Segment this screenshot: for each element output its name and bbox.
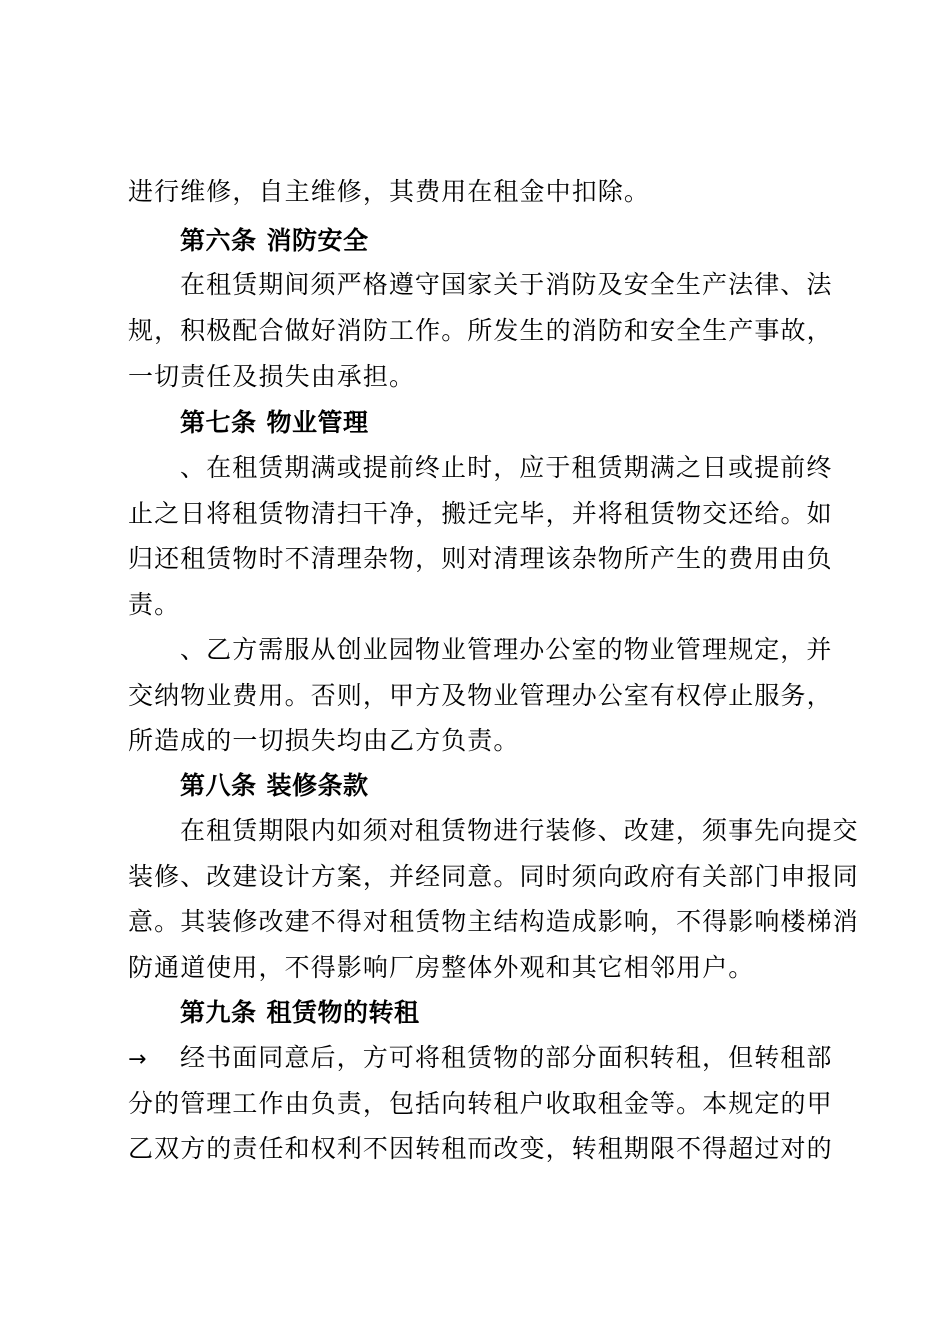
- article-9-line: 乙双方的责任和权利不因转租而改变，转租期限不得超过对的: [128, 1134, 833, 1163]
- arrow-icon: →: [128, 1047, 148, 1072]
- article-9-title: 租赁物的转租: [266, 998, 420, 1027]
- intro-line: 进行维修，自主维修，其费用在租金中扣除。: [128, 177, 651, 206]
- article-9-first-line-text: 经书面同意后，方可将租赁物的部分面积转租，但转租部: [180, 1043, 833, 1072]
- article-7-p1-line: 止之日将租赁物清扫干净，搬迁完毕，并将租赁物交还给。如: [128, 499, 833, 528]
- article-9-number: 第九条: [180, 998, 257, 1027]
- article-7-p2-line: 、乙方需服从创业园物业管理办公室的物业管理规定，并: [180, 635, 833, 664]
- article-6-heading: [180, 225, 880, 257]
- article-9-line: 分的管理工作由负责，包括向转租户收取租金等。本规定的甲: [128, 1089, 833, 1118]
- article-8-heading: [180, 770, 880, 802]
- article-8-line: 防通道使用，不得影响厂房整体外观和其它相邻用户。: [128, 953, 755, 982]
- article-6-title: 消防安全: [266, 226, 369, 255]
- article-7-p1-line: 责。: [128, 590, 181, 619]
- article-7-p1-line: 归还租赁物时不清理杂物，则对清理该杂物所产生的费用由负: [128, 544, 833, 573]
- article-6-line: 一切责任及损失由承担。: [128, 362, 416, 391]
- article-6-line: 规，积极配合做好消防工作。所发生的消防和安全生产事故，: [128, 316, 833, 345]
- article-8-title: 装修条款: [266, 771, 369, 800]
- article-7-p2-line: 所造成的一切损失均由乙方负责。: [128, 726, 520, 755]
- article-7-p2-line: 交纳物业费用。否则，甲方及物业管理办公室有权停止服务，: [128, 681, 833, 710]
- article-7-number: 第七条: [180, 408, 257, 437]
- article-9-heading: [180, 997, 880, 1029]
- article-6-number: 第六条: [180, 226, 257, 255]
- article-7-title: 物业管理: [266, 408, 369, 437]
- article-8-line: 意。其装修改建不得对租赁物主结构造成影响，不得影响楼梯消: [128, 907, 859, 936]
- article-6-line: 在租赁期间须严格遵守国家关于消防及安全生产法律、法: [180, 270, 833, 299]
- article-9-first-line: [128, 1042, 833, 1076]
- article-8-number: 第八条: [180, 771, 257, 800]
- article-7-heading: [180, 407, 880, 439]
- article-8-line: 在租赁期限内如须对租赁物进行装修、改建，须事先向提交: [180, 816, 859, 845]
- article-8-line: 装修、改建设计方案，并经同意。同时须向政府有关部门申报同: [128, 862, 859, 891]
- article-7-p1-line: 、在租赁期满或提前终止时，应于租赁期满之日或提前终: [180, 453, 833, 482]
